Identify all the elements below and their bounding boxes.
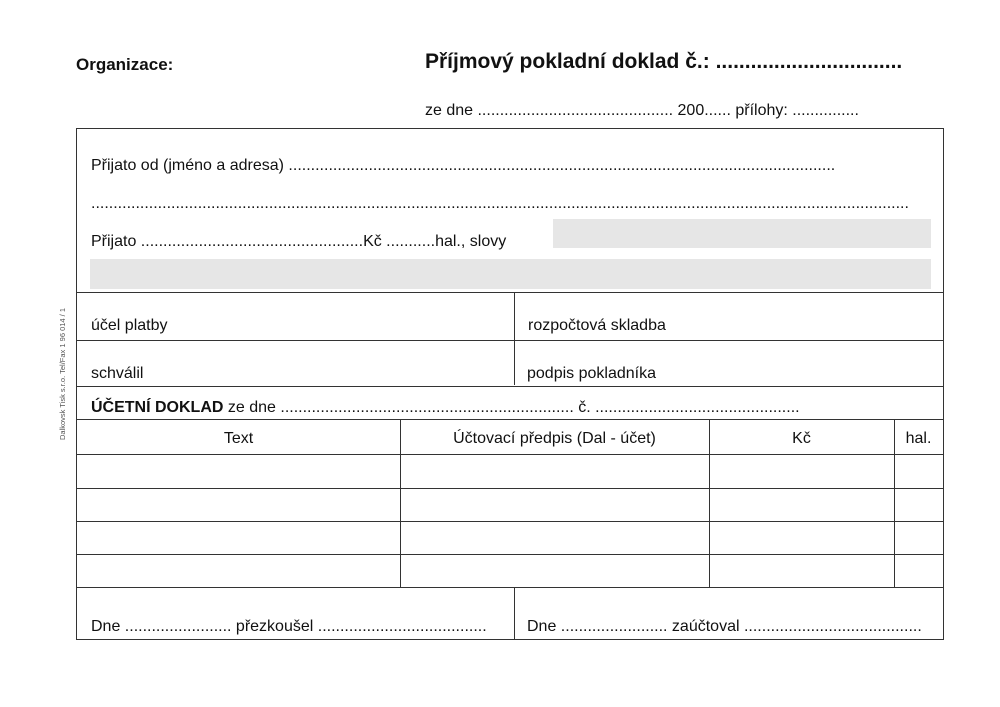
cashier-signature-label: podpis pokladníka — [527, 365, 656, 382]
amount-in-words-field[interactable] — [553, 219, 931, 248]
amount-in-words-field-2[interactable] — [90, 259, 931, 289]
accounting-title-bold: ÚČETNÍ DOKLAD — [91, 399, 224, 416]
purpose-label: účel platby — [91, 317, 168, 334]
organization-label: Organizace: — [76, 55, 174, 74]
accounting-title — [91, 399, 800, 417]
received-amount-line: Přijato ..................................................Kč ...........hal., slovy — [91, 233, 507, 250]
accounting-title-rest: ze dne .................................................................. č. .............................................. — [223, 399, 800, 416]
checked-by-line: Dne ........................ přezkoušel ...................................... — [91, 618, 487, 635]
table-col-line — [894, 419, 895, 587]
budget-label: rozpočtová skladba — [528, 317, 666, 334]
divider — [514, 587, 515, 639]
table-row-line — [77, 587, 943, 588]
divider — [77, 419, 943, 420]
address-dotted-line: ........................................................................................................................................................................................ — [91, 195, 909, 212]
divider — [514, 292, 515, 385]
column-header-kc: Kč — [792, 430, 811, 447]
date-attachments-line: ze dne ............................................ 200...... přílohy: ............... — [425, 102, 859, 119]
receipt-form — [76, 128, 944, 640]
table-row-line — [77, 521, 943, 522]
table-col-line — [400, 419, 401, 587]
table-row-line — [77, 488, 943, 489]
table-col-line — [709, 419, 710, 587]
received-from-line: Přijato od (jméno a adresa) ........................................................................................................................... — [91, 157, 836, 174]
column-header-hal: hal. — [905, 430, 932, 447]
divider — [77, 386, 943, 387]
divider — [77, 340, 943, 341]
column-header-text: Text — [223, 430, 254, 447]
column-header-posting: Účtovací předpis (Dal - účet) — [453, 430, 656, 447]
posted-by-line: Dne ........................ zaúčtoval ........................................ — [527, 618, 922, 635]
divider — [77, 292, 943, 293]
approved-label: schválil — [91, 365, 144, 382]
table-row-line — [77, 454, 943, 455]
printer-imprint: Dalkovsk Tisk s.r.o. Tel/Fax 1 96 014 / 1 — [58, 307, 67, 440]
document-title: Příjmový pokladní doklad č.: ................................ — [425, 50, 903, 73]
table-row-line — [77, 554, 943, 555]
